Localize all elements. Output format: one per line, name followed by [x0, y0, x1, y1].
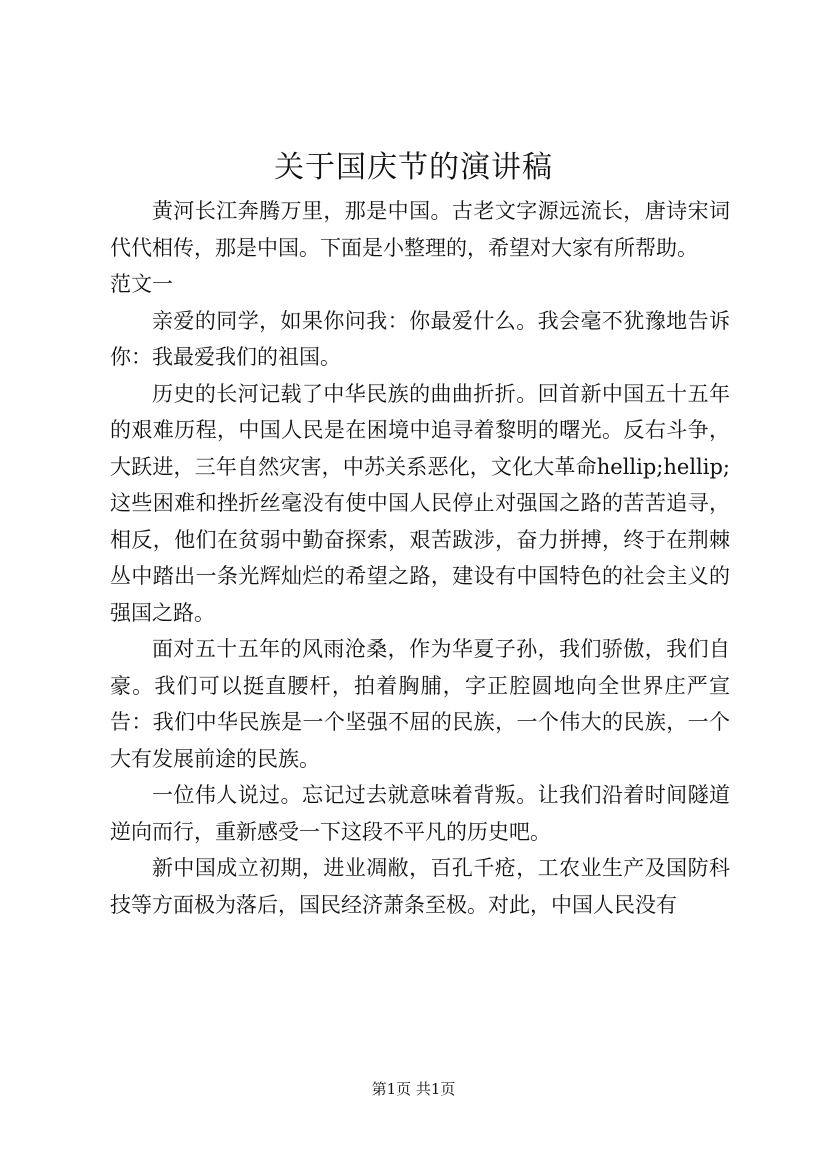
paragraph: 历史的长河记载了中华民族的曲曲折折。回首新中国五十五年的艰难历程，中国人民是在困境中追寻着黎明的曙光。反右斗争，大跃进，三年自然灾害，中苏关系恶化，文化大革命hellip;hellip;这些困难和挫折丝毫没有使中国人民停止对强国之路的苦苦追寻，相反，他们在贫弱中勤奋探索，艰苦跋涉，奋力拼搏，终于在荆棘丛中踏出一条光辉灿烂的希望之路，建设有中国特色的社会主义的强国之路。 [110, 381, 730, 625]
page-footer: 第1页 共1页 [371, 1080, 456, 1098]
section-heading: 范文一 [110, 272, 173, 296]
paragraph: 一位伟人说过。忘记过去就意味着背叛。让我们沿着时间隧道逆向而行，重新感受一下这段不平凡的历史吧。 [110, 783, 730, 844]
document-title: 关于国庆节的演讲稿 [274, 150, 553, 185]
document-body [110, 193, 730, 923]
paragraph: 面对五十五年的风雨沧桑，作为华夏子孙，我们骄傲，我们自豪。我们可以挺直腰杆，拍着胸脯，字正腔圆地向全世界庄严宣告：我们中华民族是一个坚强不屈的民族，一个伟大的民族，一个大有发展前途的民族。 [110, 637, 730, 771]
paragraph: 亲爱的同学，如果你问我：你最爱什么。我会毫不犹豫地告诉你：我最爱我们的祖国。 [110, 308, 730, 369]
paragraph: 新中国成立初期，进业凋敝，百孔千疮，工农业生产及国防科技等方面极为落后，国民经济萧条至极。对此，中国人民没有 [110, 856, 730, 917]
paragraph-intro: 黄河长江奔腾万里，那是中国。古老文字源远流长，唐诗宋词代代相传，那是中国。下面是小整理的，希望对大家有所帮助。 [110, 199, 730, 260]
